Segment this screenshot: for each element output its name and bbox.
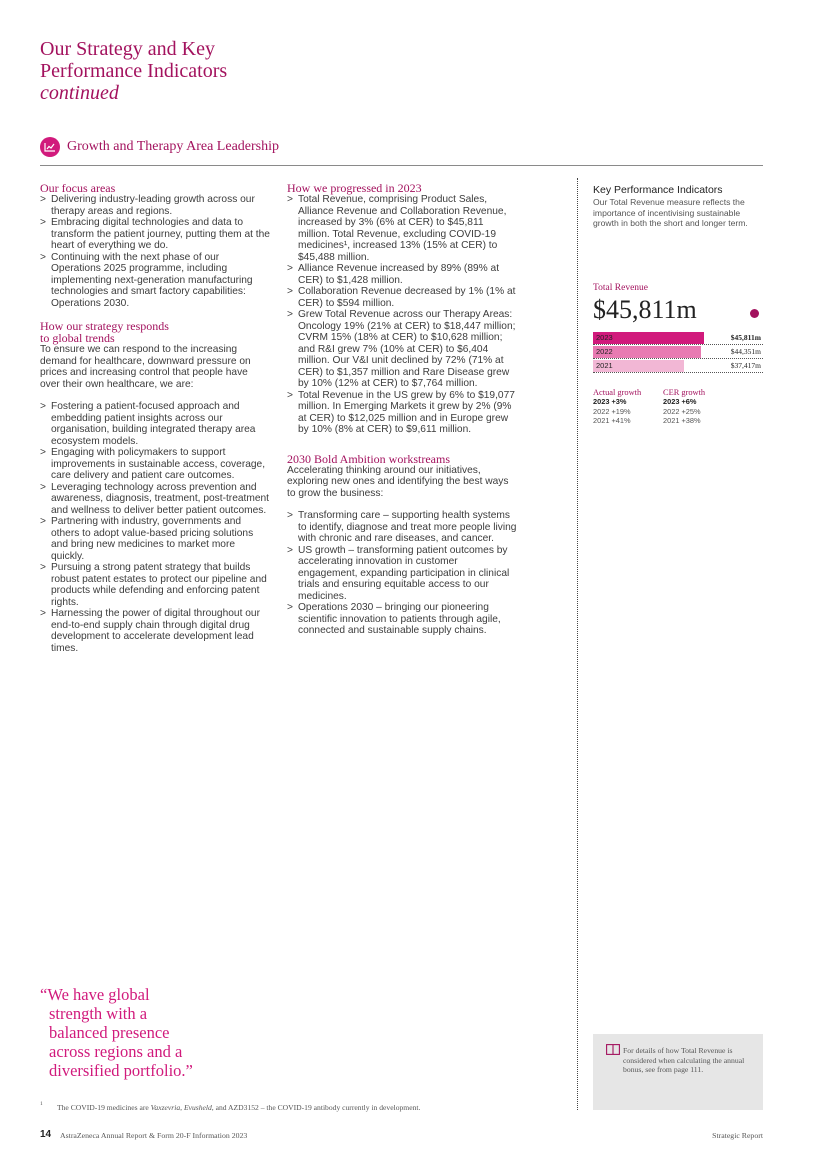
total-revenue-label: Total Revenue xyxy=(593,283,648,293)
bar-row-2022 xyxy=(593,345,763,359)
bar-row-2021 xyxy=(593,359,763,373)
left-column xyxy=(40,182,270,654)
footnote-mark: 1 xyxy=(40,1101,43,1107)
cross-reference-note xyxy=(593,1034,763,1110)
total-revenue-value: $45,811m xyxy=(593,295,697,324)
title-line-2: Performance Indicators xyxy=(40,60,228,82)
trend-chart-icon xyxy=(40,137,60,157)
list-item: > Delivering industry-leading growth across our therapy areas and regions. xyxy=(40,194,270,217)
page-title xyxy=(40,38,227,104)
actual-growth-column xyxy=(593,388,663,425)
actual-growth-2022: 2022 +19% xyxy=(593,406,631,416)
list-item: > Total Revenue, comprising Product Sales, Alliance Revenue and Collaboration Revenue, increased by 3% (6% at CER) to $45,811 million. Total Revenue, excluding COVID-19 medicines¹, increased 13% (15% at CER) to $45,488 million. xyxy=(287,194,517,263)
kpi-description: Our Total Revenue measure reflects the importance of incentivising sustainable growth in both the short and longer term. xyxy=(593,197,748,229)
cer-growth-2022: 2022 +25% xyxy=(663,406,701,416)
title-line-1: Our Strategy and Key xyxy=(40,38,215,60)
ambition-list xyxy=(287,510,517,637)
cer-growth-2021: 2021 +38% xyxy=(663,415,701,425)
list-item: > Alliance Revenue increased by 89% (89% at CER) to $1,428 million. xyxy=(287,263,517,286)
list-item: > Leveraging technology across prevention and awareness, diagnosis, treatment, post-treatment and wellness to deliver better patient outcomes. xyxy=(40,482,270,517)
accent-dot xyxy=(750,309,759,318)
kpi-panel xyxy=(593,184,763,425)
quote-line-2: strength with a xyxy=(49,1004,148,1023)
kpi-heading: Key Performance Indicators xyxy=(593,184,723,196)
list-item: > Operations 2030 – bringing our pioneering scientific innovation to patients through agile, connected and sustainable supply chains. xyxy=(287,602,517,637)
pull-quote xyxy=(40,985,280,1080)
focus-list xyxy=(40,194,270,309)
responds-heading xyxy=(40,320,270,344)
revenue-bar-chart xyxy=(593,331,763,373)
bar-year-label: 2022 xyxy=(596,347,613,356)
actual-growth-2023: 2023 +3% xyxy=(593,397,627,407)
list-item: > Embracing digital technologies and data to transform the patient journey, putting them at the heart of everything we do. xyxy=(40,217,270,252)
bar-value-label: $37,417m xyxy=(730,361,761,370)
progress-heading: How we progressed in 2023 xyxy=(287,181,422,195)
note-text: For details of how Total Revenue is considered when calculating the annual bonus, see from page 111. xyxy=(623,1046,745,1075)
list-item: > Collaboration Revenue decreased by 1% (1% at CER) to $594 million. xyxy=(287,286,517,309)
medicine-name: Vaxzevria xyxy=(150,1103,181,1112)
cer-growth-2023: 2023 +6% xyxy=(663,397,697,407)
bar-row-2023 xyxy=(593,331,763,345)
cer-growth-column xyxy=(663,388,733,425)
list-item: > Grew Total Revenue across our Therapy Areas: Oncology 19% (21% at CER) to $18,447 million; CVRM 15% (18% at CER) to $10,628 million; and R&I grew 7% (10% at CER) to $6,404 million. Our V&I unit declined by 72% (71% at CER) to $1,357 million and Rare Disease grew by 10% (12% at CER) to $7,764 million. xyxy=(287,309,517,390)
quote-line-1: “We have global xyxy=(40,985,150,1004)
quote-line-3: balanced presence xyxy=(49,1023,170,1042)
bar-value-label: $45,811m xyxy=(730,333,761,342)
list-item: > Harnessing the power of digital throughout our end-to-end supply chain through digital drug development to accelerate development lead times. xyxy=(40,608,270,654)
ambition-heading: 2030 Bold Ambition workstreams xyxy=(287,451,450,466)
list-item: > Engaging with policymakers to support improvements in sustainable access, coverage, care delivery and patient care outcomes. xyxy=(40,447,270,482)
column-divider xyxy=(577,178,578,1110)
title-line-3: continued xyxy=(40,82,119,104)
responds-heading-line-1: How our strategy responds xyxy=(40,319,169,333)
responds-heading-line-2: to global trends xyxy=(40,331,115,345)
bar-year-label: 2021 xyxy=(596,361,613,370)
section-header xyxy=(40,137,763,166)
trend-chart-glyph xyxy=(44,142,56,152)
middle-column xyxy=(287,182,517,637)
bar-value-label: $44,351m xyxy=(730,347,761,356)
responds-list xyxy=(40,401,270,654)
list-item: > Transforming care – supporting health systems to identify, diagnose and treat more people living with chronic and rare diseases, and cancer. xyxy=(287,510,517,545)
ambition-intro: Accelerating thinking around our initiatives, exploring new ones and identifying the best ways to grow the business: xyxy=(287,464,509,499)
progress-list xyxy=(287,194,517,436)
page-number: 14 xyxy=(40,1129,52,1140)
list-item: > Continuing with the next phase of our Operations 2025 programme, including implementing next-generation manufacturing technologies and smart factory capabilities: Operations 2030. xyxy=(40,252,270,310)
actual-growth-heading: Actual growth xyxy=(593,388,642,397)
bar-year-label: 2023 xyxy=(596,333,613,342)
list-item: > Fostering a patient-focused approach and embedding patient insights across our organisation, building integrated therapy area ecosystem models. xyxy=(40,401,270,447)
medicine-name: Evusheld xyxy=(183,1103,212,1112)
list-item: > Partnering with industry, governments and others to adopt value-based pricing solutions and bring new medicines to market more quickly. xyxy=(40,516,270,562)
list-item: > Total Revenue in the US grew by 6% to $19,077 million. In Emerging Markets it grew by 2% (9% at CER) to $12,025 million and in Europe grew by 10% (8% at CER) to $9,611 million. xyxy=(287,390,517,436)
actual-growth-2021: 2021 +41% xyxy=(593,415,631,425)
list-item: > US growth – transforming patient outcomes by accelerating innovation in customer engagement, expanding participation in clinical trials and ensuring equitable access to our medicines. xyxy=(287,545,517,603)
footnote-text: The COVID-19 medicines are Vaxzevria, Evusheld, and AZD3152 – the COVID-19 antibody currently in development. xyxy=(57,1103,421,1112)
footer-section-name: Strategic Report xyxy=(712,1131,763,1140)
focus-heading: Our focus areas xyxy=(40,181,116,195)
report-name: AstraZeneca Annual Report & Form 20-F Information 2023 xyxy=(60,1131,248,1140)
section-label: Growth and Therapy Area Leadership xyxy=(67,139,279,154)
responds-intro: To ensure we can respond to the increasing demand for healthcare, downward pressure on prices and increasing control that people have over their own healthcare, we are: xyxy=(40,344,251,390)
book-icon xyxy=(606,1044,620,1055)
quote-line-4: across regions and a xyxy=(49,1042,183,1061)
quote-line-5: diversified portfolio.” xyxy=(49,1061,193,1080)
cer-growth-heading: CER growth xyxy=(663,388,706,397)
list-item: > Pursuing a strong patent strategy that builds robust patent estates to protect our pipeline and products while defending and enforcing patent rights. xyxy=(40,562,270,608)
